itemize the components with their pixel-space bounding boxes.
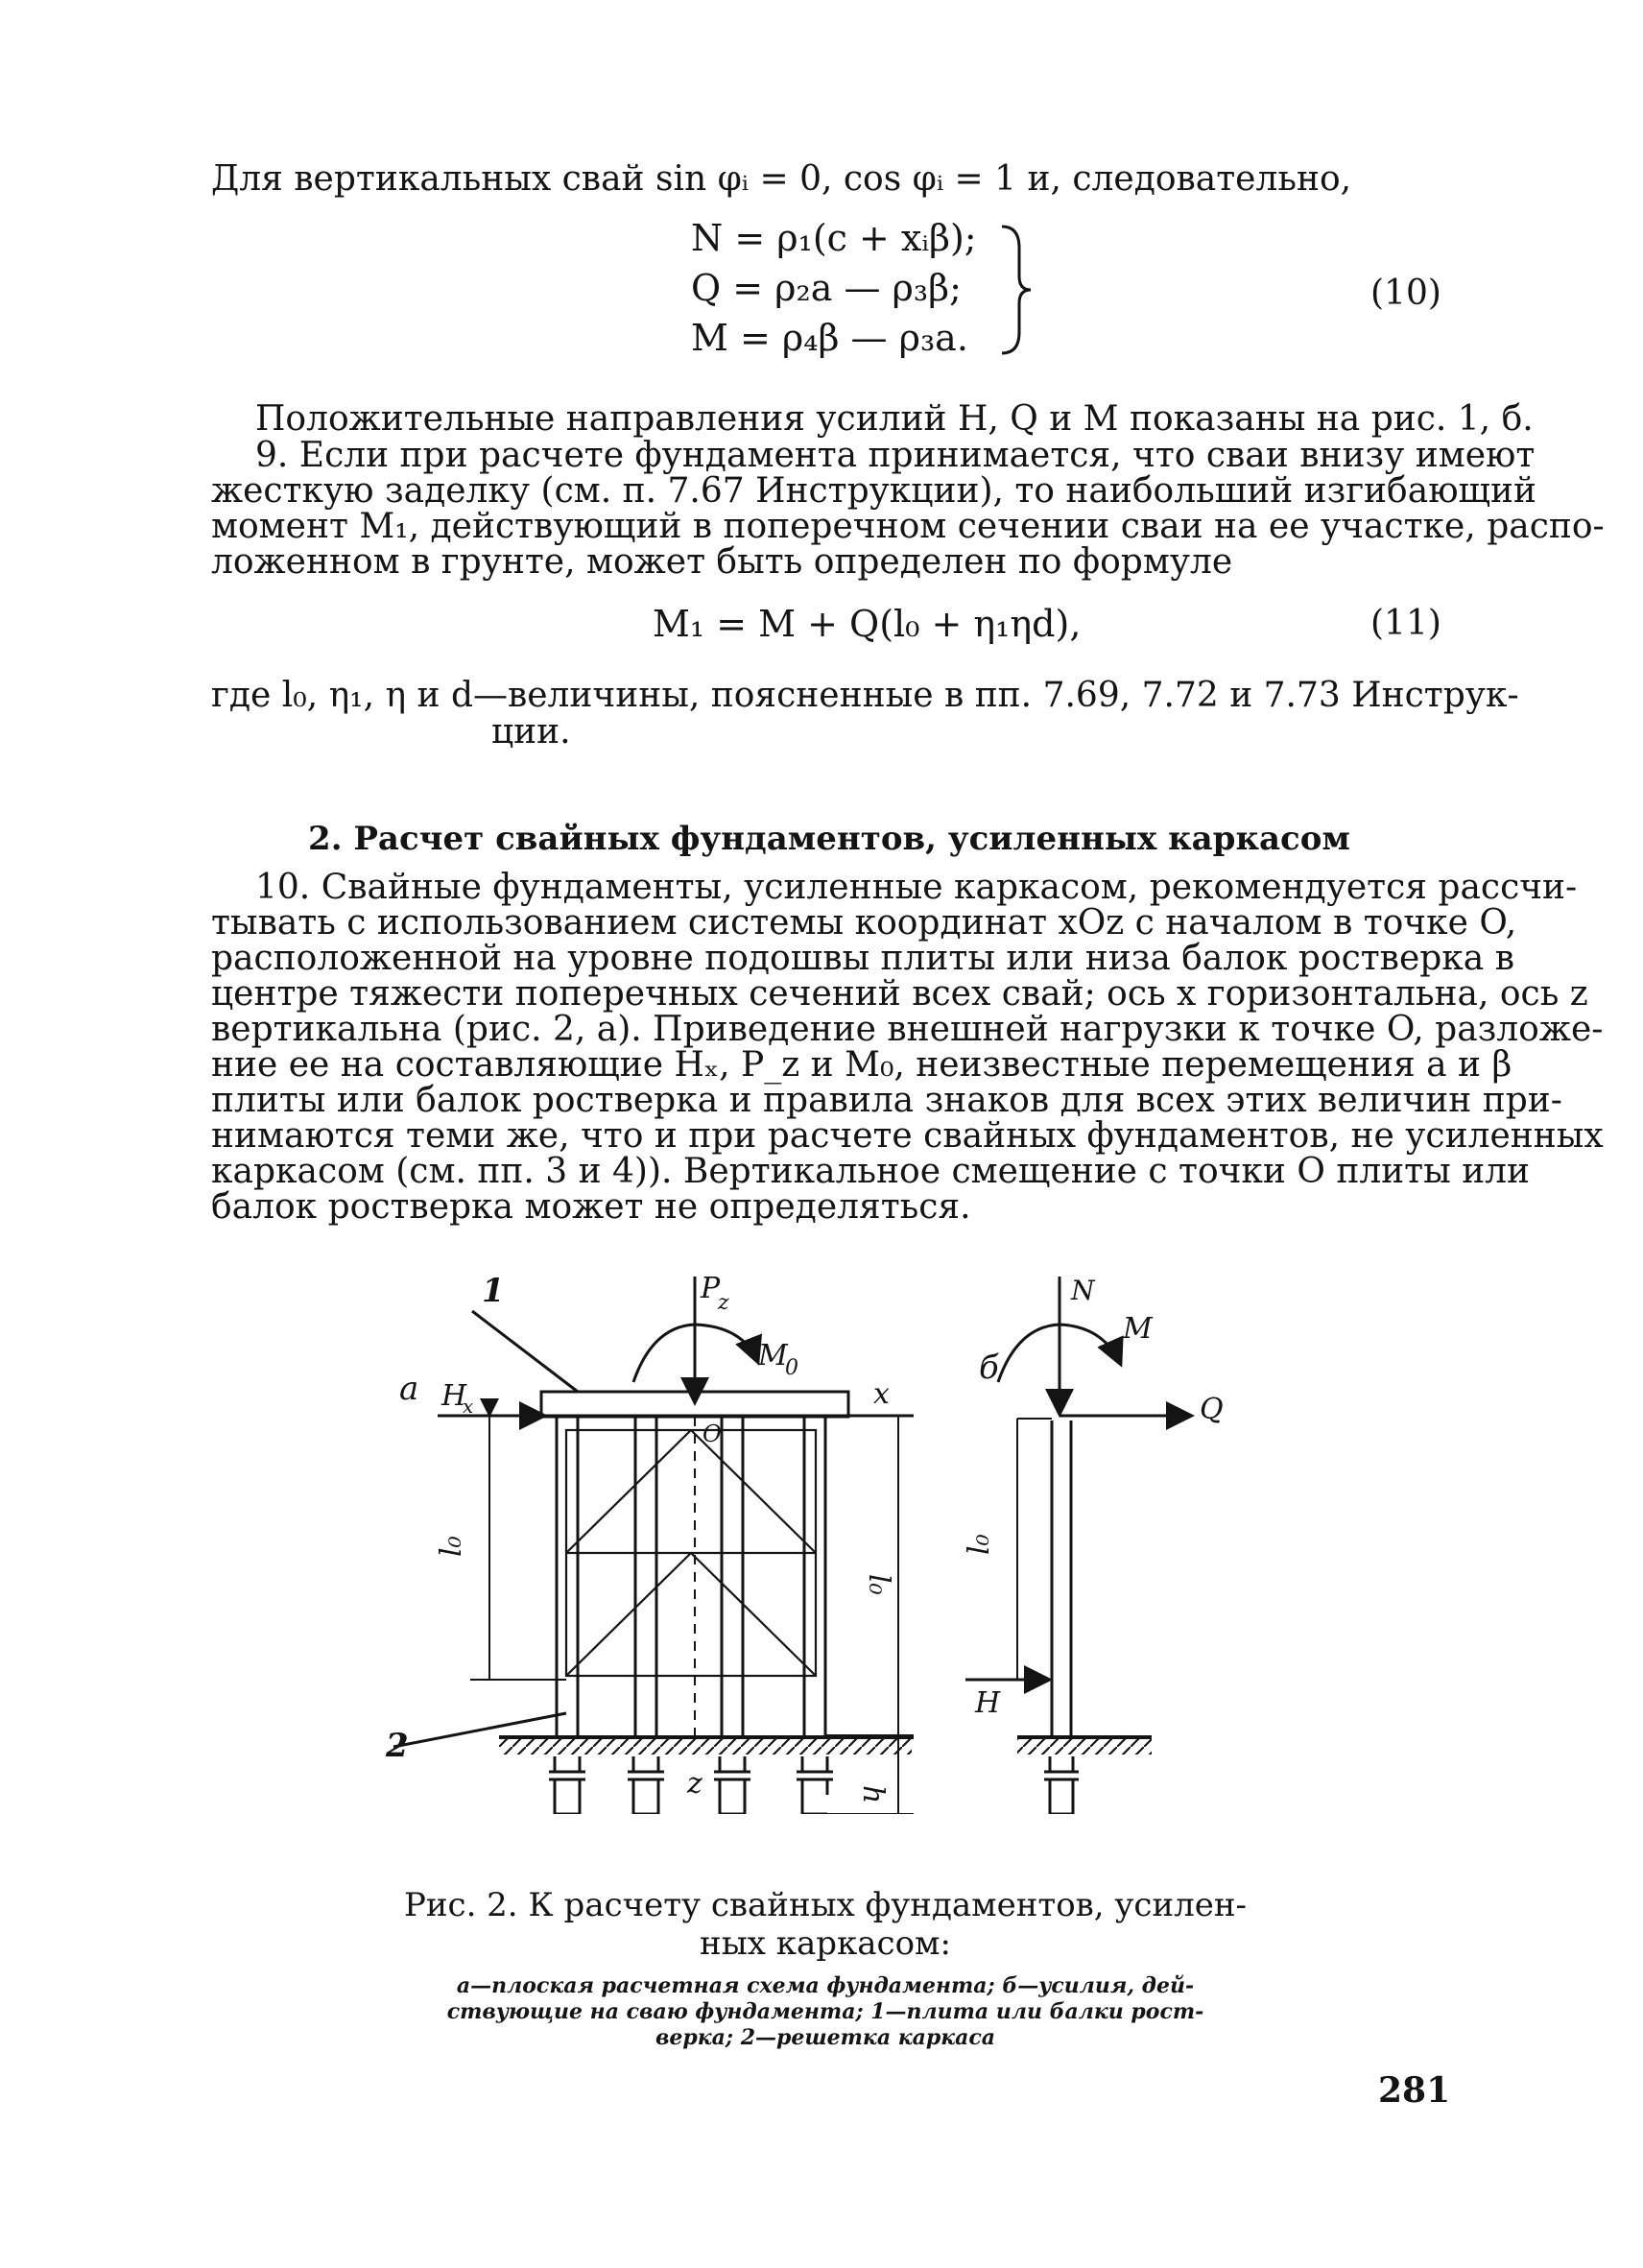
equation-10-number: (10) [1370, 274, 1441, 313]
piles [557, 1417, 825, 1737]
label-l0-b: l₀ [963, 1534, 996, 1555]
label-m: M [1123, 1312, 1153, 1346]
label-m0: M [758, 1339, 788, 1373]
label-h-force: H [975, 1686, 1001, 1720]
equation-10-line-3: M = ρ₄β — ρ₃a. [691, 317, 968, 359]
ground-hatch-a [499, 1739, 912, 1755]
paragraph-positive-directions: Положительные направления усилий H, Q и M показаны на рис. 1, б. [255, 399, 1534, 439]
caption-line-2: ных каркасом: [700, 1924, 951, 1963]
label-2: 2 [386, 1727, 409, 1765]
ground-hatch-b [1017, 1739, 1152, 1755]
label-z-axis: z [687, 1767, 702, 1801]
label-o-point: O [702, 1420, 722, 1447]
label-l0-left: l₀ [435, 1536, 468, 1557]
paragraph-9-line-2: жесткую заделку (см. п. 7.67 Инструкции), то наибольший изгибающий [211, 471, 1536, 511]
scheme-a [393, 1277, 914, 1814]
equation-10-line-2: Q = ρ₂a — ρ₃β; [691, 267, 962, 309]
caption-note-line-2: ствующие на сваю фундамента; 1—плита или балки рост- [446, 1999, 1204, 2024]
section-heading: 2. Расчет свайных фундаментов, усиленных каркасом [308, 820, 1350, 858]
label-x-axis: x [873, 1377, 890, 1411]
paragraph-10-line-7: плиты или балок ростверка и правила знаков для всех этих величин при- [211, 1081, 1562, 1120]
label-q: Q [1200, 1393, 1224, 1426]
paragraph-10-line-9: каркасом (см. пп. 3 и 4)). Вертикальное смещение c точки O плиты или [211, 1152, 1531, 1191]
paragraph-10-line-10: балок ростверка может не определяться. [211, 1187, 971, 1227]
caption-line-1: Рис. 2. К расчету свайных фундаментов, усилен- [403, 1886, 1247, 1924]
page-number: 281 [1378, 2070, 1451, 2111]
paragraph-10-line-3: расположенной на уровне подошвы плиты или низа балок ростверка в [211, 939, 1514, 978]
paragraph-10-line-4: центре тяжести поперечных сечений всех свай; ось x горизонтальна, ось z [211, 974, 1588, 1014]
paragraph-9-line-3: момент M₁, действующий в поперечном сечении сваи на ее участке, распо- [211, 507, 1605, 546]
where-line-1: где l₀, η₁, η и d—величины, поясненные в пп. 7.69, 7.72 и 7.73 Инструк- [211, 676, 1519, 715]
label-h: h [856, 1785, 890, 1804]
paragraph-10-line-6: ние ее на составляющие Hₓ, P_z и M₀, неизвестные перемещения a и β [211, 1045, 1512, 1085]
figure-2 [365, 1277, 1286, 1818]
label-hx-sub: x [463, 1395, 474, 1418]
equation-10-line-1: N = ρ₁(c + xᵢβ); [691, 217, 977, 259]
caption-note-line-1: а—плоская расчетная схема фундамента; б—усилия, дей- [456, 1973, 1195, 1998]
paragraph-10-line-2: тывать с использованием системы координат xOz с началом в точке O, [211, 903, 1517, 943]
label-n: N [1071, 1277, 1095, 1306]
equation-11: M₁ = M + Q(l₀ + η₁ηd), [653, 603, 1082, 645]
paragraph-10-line-1: 10. Свайные фундаменты, усиленные каркасом, рекомендуется рассчи- [255, 868, 1578, 907]
equation-10-brace [998, 223, 1036, 361]
frame-lattice [566, 1430, 816, 1676]
equation-11-number: (11) [1370, 604, 1441, 643]
label-hx: H [441, 1379, 467, 1413]
label-b: б [979, 1349, 999, 1387]
where-line-2: ции. [491, 712, 571, 752]
label-m0-sub: 0 [785, 1356, 798, 1380]
label-pz: P [701, 1277, 721, 1305]
label-1: 1 [482, 1277, 505, 1310]
paragraph-9-line-1: 9. Если при расчете фундамента принимается, что сваи внизу имеют [255, 436, 1536, 475]
scheme-b [965, 1277, 1192, 1814]
paragraph-10-line-8: нимаются теми же, что и при расчете свайных фундаментов, не усиленных [211, 1116, 1604, 1156]
caption-note-line-3: верка; 2—решетка каркаса [655, 2025, 996, 2050]
label-pz-sub: z [718, 1291, 729, 1315]
label-l0: l₀ [862, 1574, 895, 1595]
paragraph-10-line-5: вертикальна (рис. 2, а). Приведение внешней нагрузки к точке O, разложе- [211, 1010, 1604, 1049]
paragraph-9-line-4: ложенном в грунте, может быть определен по формуле [211, 542, 1233, 582]
intro-line: Для вертикальных свай sin φᵢ = 0, cos φᵢ = 1 и, следовательно, [211, 159, 1352, 199]
label-a: а [399, 1370, 419, 1408]
